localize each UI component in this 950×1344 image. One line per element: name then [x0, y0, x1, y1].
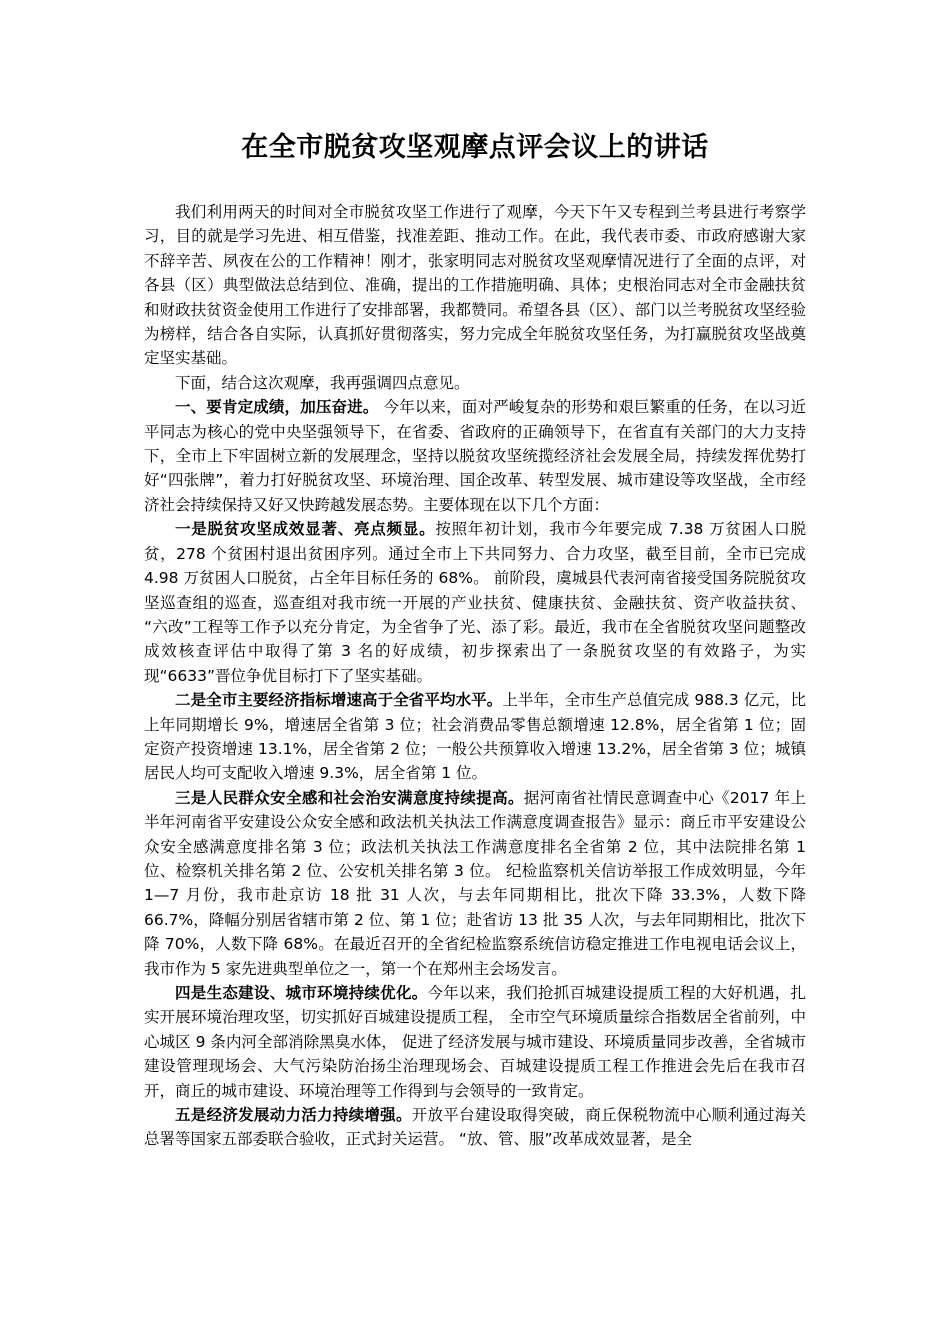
paragraph-lead: 二是全市主要经济指标增速高于全省平均水平。	[175, 691, 503, 710]
paragraph	[144, 981, 806, 1103]
paragraph	[144, 395, 806, 517]
paragraph-text: 据河南省社情民意调查中心《2017 年上半年河南省平安建设公众安全感和政法机关执法工作满意度调查报告》显示：商丘市平安建设公众安全感满意度排名第 3 位；政法机关执法工作满意度排名全省第 2 位，其中法院排名第 1 位、检察机关排名第 2 位、公安机关排名第 3 位。 纪检监察机关信访举报工作成效明显，今年 1—7 月份，我市赴京访 18 批 31 人次，与去年同期相比，批次下降 33.3%，人数下降 66.7%，降幅分别居省辖市第 2 位、第 1 位；赴省访 13 批 35 人次，与去年同期相比，批次下降 70%，人数下降 68%。在最近召开的全省纪检监察系统信访稳定推进工作电视电话会议上，我市作为 5 家先进典型单位之一，第一个在郑州主会场发言。	[144, 788, 806, 978]
paragraph-lead: 五是经济发展动力活力持续增强。	[175, 1106, 412, 1125]
paragraph-lead: 四是生态建设、城市环境持续优化。	[175, 984, 428, 1002]
paragraph-text: 今年以来，我们抢抓百城建设提质工程的大好机遇，扎实开展环境治理攻坚，切实抓好百城建设提质工程， 全市空气环境质量综合指数居全省前列，中心城区 9 条内河全部消除黑臭水体， 促进了经济发展与城市建设、环境质量同步改善，全省城市建设管理现场会、大气污染防治扬尘治理现场会、百城建设提质工程工作推进会先后在我市召开，商丘的城市建设、环境治理等工作得到与会领导的一致肯定。	[144, 984, 806, 1100]
paragraph-text: 开放平台建设取得突破，商丘保税物流中心顺利通过海关总署等国家五部委联合验收，正式封关运营。 “放、管、服”改革成效显著，是全	[144, 1106, 806, 1149]
paragraph-text: 上半年，全市生产总值完成 988.3 亿元，比上年同期增长 9%，增速居全省第 3 位；社会消费品零售总额增速 12.8%，居全省第 1 位；固定资产投资增速 13.1%，居全省第 2 位；一般公共预算收入增速 13.2%，居全省第 3 位；城镇居民人均可支配收入增速 9.3%，居全省第 1 位。	[144, 691, 806, 783]
paragraph	[144, 200, 806, 371]
document-title: 在全市脱贫攻坚观摩点评会议上的讲话	[241, 132, 709, 163]
paragraph-text: 我们利用两天的时间对全市脱贫攻坚工作进行了观摩，今天下午又专程到兰考县进行考察学习，目的就是学习先进、相互借鉴，找准差距、推动工作。在此，我代表市委、市政府感谢大家不辞辛苦、夙夜在公的工作精神！刚才，张家明同志对脱贫攻坚观摩情况进行了全面的点评，对各县（区）典型做法总结到位、准确，提出的工作措施明确、具体；史根治同志对全市金融扶贫和财政扶贫资金使用工作进行了安排部署，我都赞同。希望各县（区）、部门以兰考脱贫攻坚经验为榜样，结合各自实际，认真抓好贯彻落实，努力完成全年脱贫攻坚任务，为打赢脱贫攻坚战奠定坚实基础。	[144, 203, 806, 368]
document-body	[144, 200, 806, 1152]
paragraph-lead: 一是脱贫攻坚成效显著、亮点频显。	[175, 520, 436, 539]
paragraph-lead: 一、要肯定成绩，加压奋进。	[175, 398, 379, 417]
paragraph-text: 今年以来，面对严峻复杂的形势和艰巨繁重的任务，在以习近平同志为核心的党中央坚强领导下，在省委、省政府的正确领导下，在省直有关部门的大力支持下，全市上下牢固树立新的发展理念，坚持以脱贫攻坚统揽经济社会发展全局，持续发挥优势打好“四张牌”，着力打好脱贫攻坚、环境治理、国企改革、转型发展、城市建设等攻坚战，全市经济社会持续保持又好又快跨越发展态势。主要体现在以下几个方面：	[144, 398, 806, 514]
paragraph-lead: 三是人民群众安全感和社会治安满意度持续提高。	[175, 788, 524, 807]
paragraph-text: 下面，结合这次观摩，我再强调四点意见。	[175, 373, 470, 392]
paragraph	[144, 786, 806, 981]
paragraph	[144, 1103, 806, 1152]
paragraph-text: 按照年初计划，我市今年要完成 7.38 万贫困人口脱贫，278 个贫困村退出贫困序列。通过全市上下共同努力、合力攻坚，截至目前，全市已完成 4.98 万贫困人口脱贫，占全年目标任务的 68%。 前阶段，虞城县代表河南省接受国务院脱贫攻坚巡查组的巡查，巡查组对我市统一开展的产业扶贫、健康扶贫、金融扶贫、资产收益扶贫、 “六改”工程等工作予以充分肯定，为全省争了光、添了彩。最近，我市在全省脱贫攻坚问题整改成效核查评估中取得了第 3 名的好成绩，初步探索出了一条脱贫攻坚的有效路子，为实现“6633”晋位争优目标打下了坚实基础。	[144, 520, 806, 685]
paragraph	[144, 688, 806, 786]
paragraph	[144, 371, 806, 395]
paragraph	[144, 517, 806, 688]
